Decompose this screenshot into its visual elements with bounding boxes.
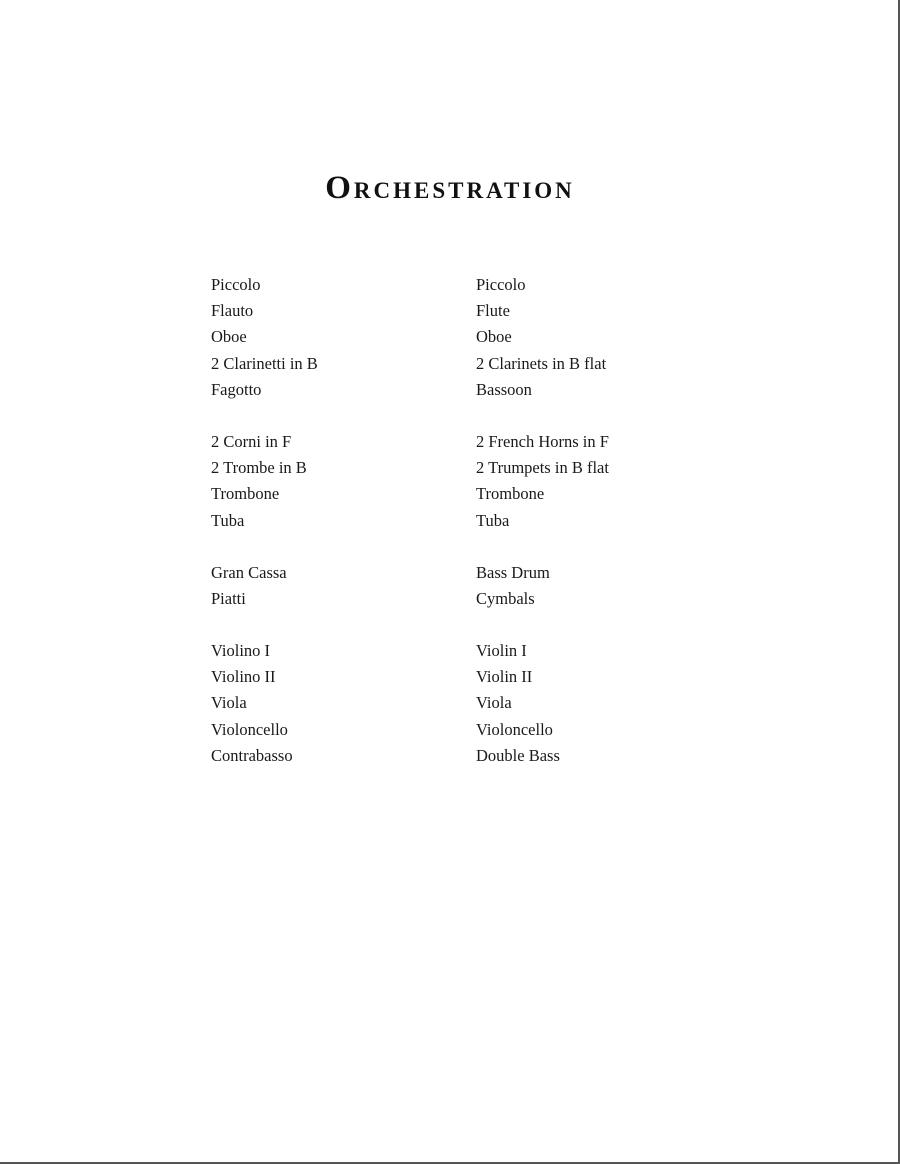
instrument-name: Cymbals [476,588,535,608]
instrument-name: Fagotto [211,379,262,399]
instrument-name: Violoncello [211,719,288,739]
instrument-name: Piccolo [211,275,261,294]
instrument-name: 2 Trumpets in B flat [476,458,609,478]
instrument-name: Bassoon [476,379,532,399]
woodwinds-group-italian [211,272,318,403]
instrument-name: Viola [476,693,512,713]
instrument-name: Oboe [476,327,512,347]
instrument-name: Flute [476,301,510,321]
instrument-name: Tuba [211,510,245,530]
instrument-name: Violino I [211,641,271,661]
instrument-name: Violin II [476,667,533,687]
instrument-name: 2 Clarinets in B flat [476,353,607,373]
instrument-name: Trombone [476,484,545,504]
brass-group-italian [211,429,318,534]
page-title: Orchestration [325,170,575,206]
instrument-name: Violino II [211,667,276,687]
percussion-group-italian [211,560,318,612]
instrument-name: Oboe [211,327,247,347]
instrument-name: Piatti [211,588,246,608]
instrument-name: 2 Clarinetti in B [211,353,318,373]
instrument-name: Tuba [476,510,510,530]
instrument-name: Flauto [211,301,254,321]
strings-group-english [476,638,609,769]
italian-instrument-column [211,272,318,795]
instrument-name: Piccolo [476,275,526,294]
instrument-name: 2 French Horns in F [476,431,609,451]
strings-group-italian [211,638,318,769]
instrument-name: 2 Trombe in B [211,458,307,478]
instrument-name: Viola [211,693,247,713]
instrument-name: Trombone [211,484,280,504]
instrument-name: Violin I [476,641,527,661]
instrument-name: Gran Cassa [211,562,287,582]
instrument-name: 2 Corni in F [211,431,292,451]
instrument-name: Double Bass [476,745,560,765]
english-instrument-column [476,272,609,795]
woodwinds-group-english [476,272,609,403]
percussion-group-english [476,560,609,612]
brass-group-english [476,429,609,534]
instrument-name: Violoncello [476,719,553,739]
instrument-name: Contrabasso [211,745,293,765]
instrument-name: Bass Drum [476,562,550,582]
